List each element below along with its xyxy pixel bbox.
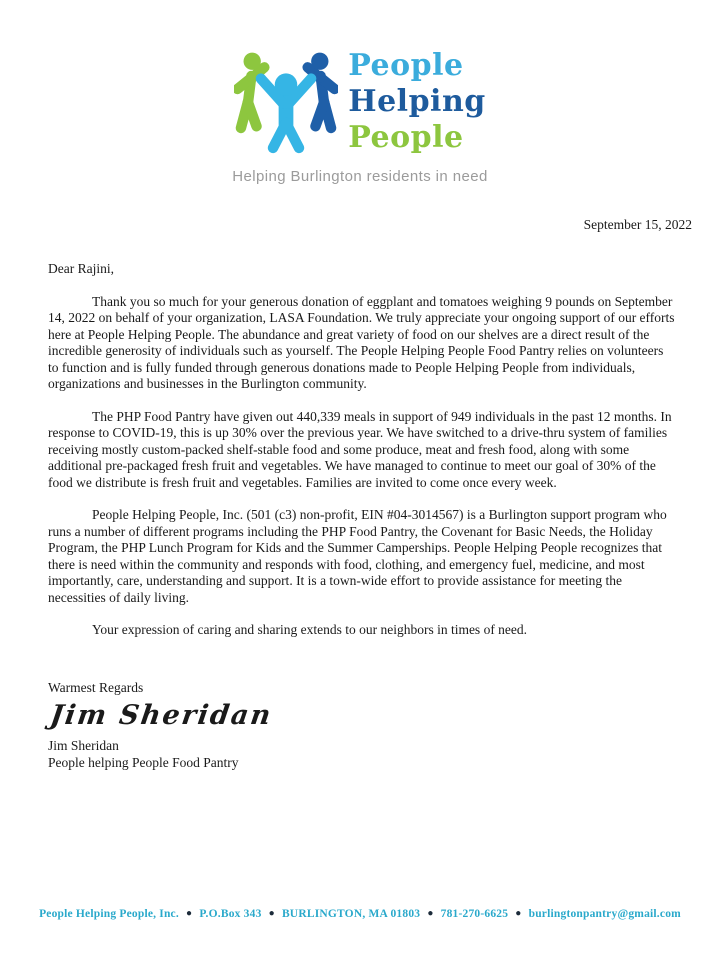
- footer-city: BURLINGTON, MA 01803: [281, 908, 421, 920]
- three-people-raised-arms-icon: [234, 44, 338, 160]
- salutation: Dear Rajini,: [48, 261, 114, 276]
- bullet-separator-icon: ●: [427, 908, 434, 919]
- bullet-separator-icon: ●: [268, 908, 275, 919]
- logo-word-helping: Helping: [348, 84, 486, 119]
- closing-block: [48, 679, 720, 771]
- footer-contact-line: [0, 908, 720, 920]
- paragraph-3: People Helping People, Inc. (501 (c3) non-profit, EIN #04-3014567) is a Burlington support program who runs a number of different programs including the PHP Food Pantry, the Covenant for Basic Needs, the Holiday Program, the PHP Lunch Program for Kids and the Summer Camperships. People Helping People recognizes that there is need within the community and responds with food, clothing, and emergency fuel, medicine, and most importantly, care, understanding and support. It is a town-wide effort to provide assistance for meeting the necessities of daily living.: [48, 507, 667, 605]
- handwritten-signature: Jim Sheridan: [48, 699, 275, 731]
- letter-body: [48, 261, 676, 639]
- paragraph-4: Your expression of caring and sharing extends to our neighbors in times of need.: [92, 622, 528, 637]
- signer-name: Jim Sheridan: [48, 737, 119, 753]
- paragraph-2: The PHP Food Pantry have given out 440,339 meals in support of 949 individuals in the past 12 months. In response to COVID-19, this is up 30% over the previous year. We have switched to a drive-thru system of families receiving mostly custom-packed shelf-stable food and some produce, meat and fresh food, along with some additional pre-packaged fresh fruit and vegetables. We have managed to continue to meet our goal of 30% of the food we distribute is fresh fruit and vegetables. Families are invited to come once every week.: [48, 408, 672, 490]
- logo: [234, 44, 486, 160]
- footer-pobox: P.O.Box 343: [199, 908, 262, 920]
- letter-date: September 15, 2022: [583, 217, 692, 232]
- logo-tagline: Helping Burlington residents in need: [232, 168, 488, 185]
- logo-word-people-1: People: [348, 48, 464, 83]
- paragraph-1: Thank you so much for your generous donation of eggplant and tomatoes weighing 9 pounds on September 14, 2022 on behalf of your organization, LASA Foundation. We truly appreciate your ongoing support of our efforts here at People Helping People. The abundance and great variety of food on our shelves are a direct result of the incredible generosity of individuals such as yourself. The People Helping People Food Pantry relies on volunteers to function and is fully funded through generous donations made to People Helping People from individuals, organizations and businesses in the Burlington community.: [48, 293, 675, 391]
- logo-wordmark: [348, 48, 486, 156]
- footer-org: People Helping People, Inc.: [39, 908, 179, 920]
- footer-email: burlingtonpantry@gmail.com: [528, 908, 681, 920]
- footer-phone: 781-270-6625: [440, 908, 509, 920]
- signer-title: People helping People Food Pantry: [48, 754, 239, 770]
- letterhead: [0, 0, 720, 185]
- bullet-separator-icon: ●: [515, 908, 522, 919]
- logo-word-people-2: People: [348, 120, 464, 155]
- bullet-separator-icon: ●: [186, 908, 193, 919]
- closing-regards: Warmest Regards: [48, 679, 144, 695]
